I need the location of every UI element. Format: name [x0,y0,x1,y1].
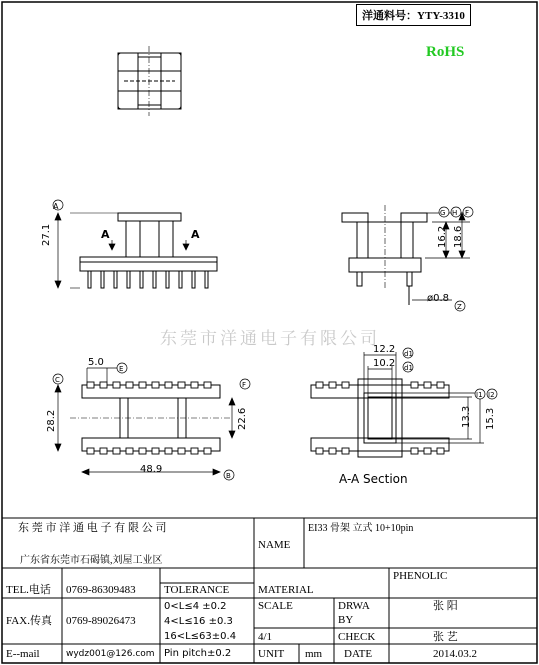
unit-label: UNIT [258,648,285,660]
check-label: CHECK [338,631,376,643]
date-value: 2014.03.2 [433,648,477,660]
name-label: NAME [258,539,291,551]
date-label: DATE [344,648,373,660]
material-label: MATERIAL [258,584,314,596]
balloon-i: F [242,381,247,389]
company-name: 东 莞 市 洋 通 电 子 有 限 公 司 [18,522,167,534]
balloon-h: H [452,209,458,217]
dim-12-2: 12.2 [373,344,396,355]
dim-16-2: 16.2 [437,225,448,248]
tolerance-row-4: Pin pitch±0.2 [164,648,232,659]
scale-value: 4/1 [258,631,273,643]
fax-label: FAX.传真 [6,615,52,627]
scale-label: SCALE [258,600,293,612]
draw-label-1: DRWA [338,600,370,612]
dim-13-3: 13.3 [461,405,472,428]
balloon-i1: I1 [476,391,483,399]
watermark: 东莞市洋通电子有限公司 [160,329,380,349]
draw-label-2: BY [338,614,354,626]
balloon-z: Z [457,303,462,311]
company-address: 广东省东莞市石碣镇,刘屋工业区 [20,555,163,566]
material-value: PHENOLIC [393,570,448,582]
dim-5-0: 5.0 [88,357,104,368]
dim-18-6: 18.6 [453,225,464,248]
dim-22-6: 22.6 [237,407,248,430]
balloon-e: E [119,365,124,373]
dim-27-1: 27.1 [41,223,52,246]
balloon-a: A [53,202,59,211]
email-label: E--mail [6,648,40,660]
balloon-c: C [55,376,60,384]
balloon-d1-bottom: d1 [404,364,413,372]
balloon-b: B [226,472,231,480]
dim-48-9: 48.9 [140,464,163,475]
balloon-i2: I2 [488,391,495,399]
dim-10-2: 10.2 [373,358,396,369]
tolerance-label: TOLERANCE [164,584,230,596]
tolerance-row-2: 4<L≤16 ±0.3 [164,616,233,627]
dim-15-3: 15.3 [485,407,496,430]
dim-28-2: 28.2 [46,409,57,432]
section-marker-right: A [191,228,200,241]
fax-value: 0769-89026473 [66,615,136,627]
part-number-box: 洋通料号：YTY-3310 [356,4,471,26]
tel-label: TEL.电话 [6,584,51,596]
dim-pin-dia: ø0.8 [427,293,450,304]
drawn-by-value: 张 阳 [433,600,458,612]
name-value: EI33 骨架 立式 10+10pin [308,523,414,534]
section-marker-left: A [101,228,110,241]
unit-value: mm [305,648,323,660]
tel-value: 0769-86309483 [66,584,136,596]
tolerance-row-3: 16<L≤63±0.4 [164,631,237,642]
check-value: 张 艺 [433,631,458,643]
balloon-g: G [440,209,446,217]
tolerance-row-1: 0<L≤4 ±0.2 [164,601,227,612]
balloon-f: F [465,209,470,217]
rohs-label: RoHS [426,44,465,60]
email-value: wydz001@126.com [66,649,155,659]
balloon-d1-top: d1 [404,350,413,358]
section-title: A-A Section [339,472,408,486]
